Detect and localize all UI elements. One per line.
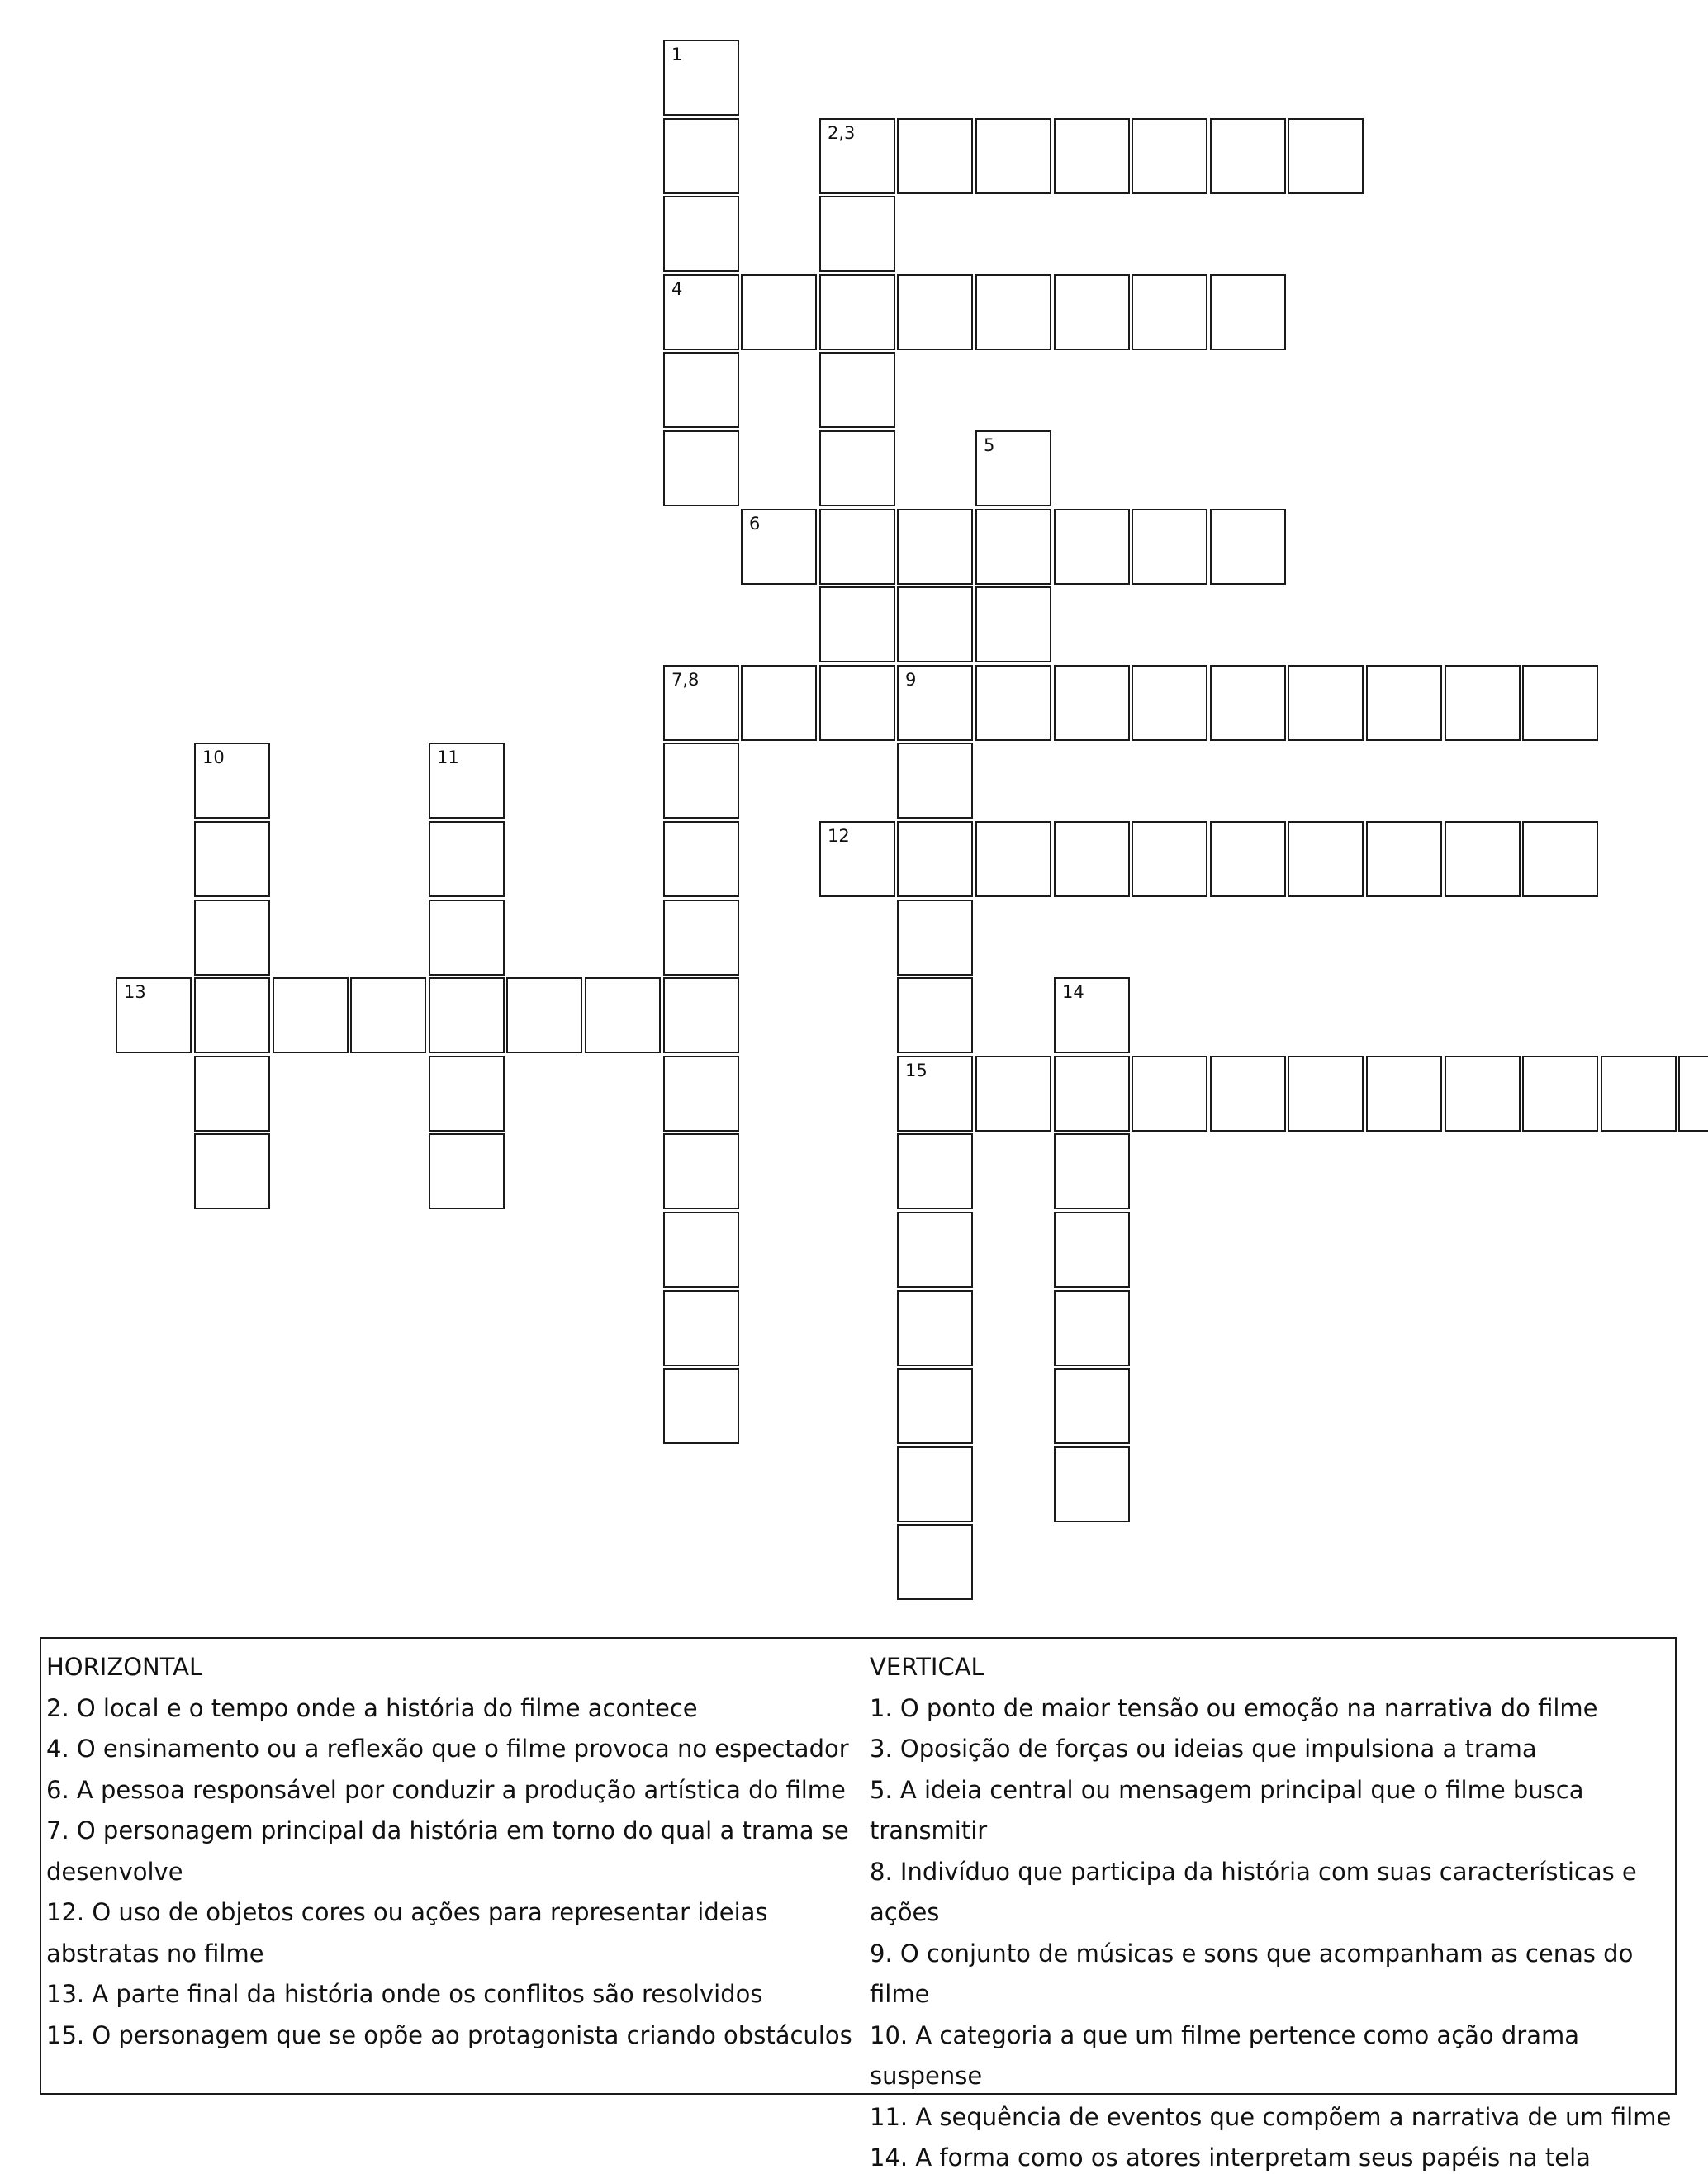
grid-cell[interactable]: [741, 509, 817, 585]
clue-number: 4: [671, 279, 683, 299]
grid-cell[interactable]: [975, 665, 1051, 741]
grid-cell[interactable]: [819, 665, 895, 741]
grid-cell[interactable]: [897, 665, 973, 741]
grid-cell[interactable]: [1210, 1056, 1286, 1132]
grid-cell[interactable]: [1601, 1056, 1677, 1132]
grid-cell[interactable]: [1054, 1133, 1130, 1209]
grid-cell[interactable]: [1445, 665, 1521, 741]
clue-h-4: 4. O ensinamento ou a reflexão que o filme provoca no espectador: [46, 1735, 849, 1763]
grid-cell[interactable]: [897, 1446, 973, 1522]
clue-number: 13: [124, 982, 146, 1002]
grid-cell[interactable]: [1132, 821, 1207, 897]
vertical-clues: [870, 1647, 1675, 2179]
grid-cell[interactable]: [1054, 977, 1130, 1053]
grid-cell[interactable]: [897, 821, 973, 897]
grid-cell[interactable]: [194, 1133, 270, 1209]
grid-cell[interactable]: [350, 977, 426, 1053]
grid-cell[interactable]: [819, 274, 895, 350]
grid-cell[interactable]: [1445, 821, 1521, 897]
clue-number: 10: [202, 748, 225, 767]
grid-cell[interactable]: [663, 1290, 739, 1366]
clue-number: 14: [1062, 982, 1084, 1002]
grid-cell[interactable]: [1210, 821, 1286, 897]
grid-cell[interactable]: [819, 430, 895, 506]
grid-cell[interactable]: [194, 977, 270, 1053]
grid-cell[interactable]: [975, 118, 1051, 194]
grid-cell[interactable]: [1288, 1056, 1364, 1132]
clue-number: 15: [905, 1061, 928, 1080]
grid-cell[interactable]: [819, 586, 895, 662]
grid-cell[interactable]: [1210, 665, 1286, 741]
grid-cell[interactable]: [897, 743, 973, 819]
clue-number: 11: [437, 748, 459, 767]
grid-cell[interactable]: [897, 1056, 973, 1132]
grid-cell[interactable]: [1132, 665, 1207, 741]
grid-cell[interactable]: [1054, 1290, 1130, 1366]
grid-cell[interactable]: [897, 900, 973, 976]
grid-cell[interactable]: [819, 352, 895, 428]
grid-cell[interactable]: [273, 977, 349, 1053]
grid-cell[interactable]: [1210, 509, 1286, 585]
horizontal-clues: [46, 1647, 864, 2056]
clues-box: [40, 1637, 1677, 2172]
grid-cell[interactable]: [429, 1056, 505, 1132]
grid-cell[interactable]: [897, 509, 973, 585]
grid-cell[interactable]: [1132, 509, 1207, 585]
grid-cell[interactable]: [1366, 665, 1442, 741]
grid-cell[interactable]: [116, 977, 192, 1053]
grid-cell[interactable]: [194, 900, 270, 976]
grid-cell[interactable]: [897, 1368, 973, 1444]
horizontal-title: HORIZONTAL: [46, 1653, 203, 1681]
grid-cell[interactable]: [975, 586, 1051, 662]
grid-cell[interactable]: [897, 1133, 973, 1209]
clue-h-13: 13. A parte final da história onde os conflitos são resolvidos: [46, 1980, 763, 2008]
grid-cell[interactable]: [1366, 821, 1442, 897]
grid-cell[interactable]: [1054, 509, 1130, 585]
grid-cell[interactable]: [1054, 1368, 1130, 1444]
grid-cell[interactable]: [1132, 1056, 1207, 1132]
clue-v-10: 10. A categoria a que um filme pertence como ação drama suspense: [870, 2020, 1579, 2090]
grid-cell[interactable]: [1054, 118, 1130, 194]
clue-number: 1: [671, 45, 683, 64]
clue-h-6: 6. A pessoa responsável por conduzir a produção artística do filme: [46, 1775, 846, 1804]
grid-cell[interactable]: [897, 586, 973, 662]
grid-cell[interactable]: [429, 977, 505, 1053]
grid-cell[interactable]: [819, 118, 895, 194]
grid-cell[interactable]: [1522, 665, 1598, 741]
grid-cell[interactable]: [819, 509, 895, 585]
clue-v-14: 14. A forma como os atores interpretam seus papéis na tela: [870, 2143, 1591, 2172]
grid-cell[interactable]: [1054, 274, 1130, 350]
grid-cell[interactable]: [897, 274, 973, 350]
grid-cell[interactable]: [1678, 1056, 1708, 1132]
grid-cell[interactable]: [194, 743, 270, 819]
grid-cell[interactable]: [897, 977, 973, 1053]
vertical-title: VERTICAL: [870, 1653, 984, 1681]
grid-cell[interactable]: [429, 743, 505, 819]
grid-cell[interactable]: [1522, 821, 1598, 897]
grid-cell[interactable]: [663, 977, 739, 1053]
grid-cell[interactable]: [975, 274, 1051, 350]
grid-cell[interactable]: [975, 430, 1051, 506]
grid-cell[interactable]: [663, 430, 739, 506]
grid-cell[interactable]: [1288, 118, 1364, 194]
grid-cell[interactable]: [1054, 1212, 1130, 1288]
clue-number: 7,8: [671, 670, 700, 690]
grid-cell[interactable]: [1132, 274, 1207, 350]
grid-cell[interactable]: [663, 1056, 739, 1132]
grid-cell[interactable]: [663, 1212, 739, 1288]
grid-cell[interactable]: [819, 821, 895, 897]
grid-cell[interactable]: [194, 821, 270, 897]
clue-h-7: 7. O personagem principal da história em torno do qual a trama se desenvolve: [46, 1816, 849, 1886]
grid-cell[interactable]: [1445, 1056, 1521, 1132]
grid-cell[interactable]: [1288, 665, 1364, 741]
grid-cell[interactable]: [663, 352, 739, 428]
grid-cell[interactable]: [663, 1133, 739, 1209]
grid-cell[interactable]: [741, 274, 817, 350]
clue-v-9: 9. O conjunto de músicas e sons que acompanham as cenas do filme: [870, 1939, 1634, 2008]
grid-cell[interactable]: [819, 196, 895, 272]
clue-number: 2,3: [828, 123, 856, 143]
grid-cell[interactable]: [897, 1290, 973, 1366]
grid-cell[interactable]: [663, 118, 739, 194]
grid-cell[interactable]: [1288, 821, 1364, 897]
grid-cell[interactable]: [663, 196, 739, 272]
grid-cell[interactable]: [1054, 665, 1130, 741]
clue-number: 9: [905, 670, 917, 690]
grid-cell[interactable]: [194, 1056, 270, 1132]
grid-cell[interactable]: [429, 900, 505, 976]
clue-v-3: 3. Oposição de forças ou ideias que impulsiona a trama: [870, 1735, 1537, 1763]
grid-cell[interactable]: [429, 1133, 505, 1209]
grid-cell[interactable]: [663, 1368, 739, 1444]
clue-h-2: 2. O local e o tempo onde a história do filme acontece: [46, 1693, 698, 1722]
grid-cell[interactable]: [663, 743, 739, 819]
clue-number: 6: [749, 514, 761, 534]
grid-cell[interactable]: [663, 900, 739, 976]
clue-v-1: 1. O ponto de maior tensão ou emoção na narrativa do filme: [870, 1693, 1598, 1722]
clue-number: 12: [828, 826, 850, 846]
grid-cell[interactable]: [897, 118, 973, 194]
grid-cell[interactable]: [1522, 1056, 1598, 1132]
grid-cell[interactable]: [1132, 118, 1207, 194]
clue-v-11: 11. A sequência de eventos que compõem a narrativa de um filme: [870, 2102, 1672, 2131]
grid-cell[interactable]: [975, 509, 1051, 585]
clue-h-15: 15. O personagem que se opõe ao protagonista criando obstáculos: [46, 2020, 852, 2049]
clue-v-8: 8. Indivíduo que participa da história com suas características e ações: [870, 1857, 1637, 1926]
grid-cell[interactable]: [585, 977, 661, 1053]
grid-cell[interactable]: [506, 977, 582, 1053]
grid-cell[interactable]: [975, 1056, 1051, 1132]
grid-cell[interactable]: [1366, 1056, 1442, 1132]
grid-cell[interactable]: [897, 1212, 973, 1288]
grid-cell[interactable]: [663, 665, 739, 741]
grid-cell[interactable]: [1210, 118, 1286, 194]
grid-cell[interactable]: [1210, 274, 1286, 350]
clue-v-5: 5. A ideia central ou mensagem principal que o filme busca transmitir: [870, 1775, 1584, 1844]
grid-cell[interactable]: [663, 274, 739, 350]
grid-cell[interactable]: [663, 821, 739, 897]
grid-cell[interactable]: [897, 1524, 973, 1600]
grid-cell[interactable]: [663, 40, 739, 116]
grid-cell[interactable]: [1054, 821, 1130, 897]
clue-h-12: 12. O uso de objetos cores ou ações para representar ideias abstratas no filme: [46, 1898, 768, 1968]
clue-number: 5: [984, 435, 995, 455]
grid-cell[interactable]: [1054, 1446, 1130, 1522]
grid-cell[interactable]: [1054, 1056, 1130, 1132]
grid-cell[interactable]: [975, 821, 1051, 897]
grid-cell[interactable]: [741, 665, 817, 741]
grid-cell[interactable]: [429, 821, 505, 897]
